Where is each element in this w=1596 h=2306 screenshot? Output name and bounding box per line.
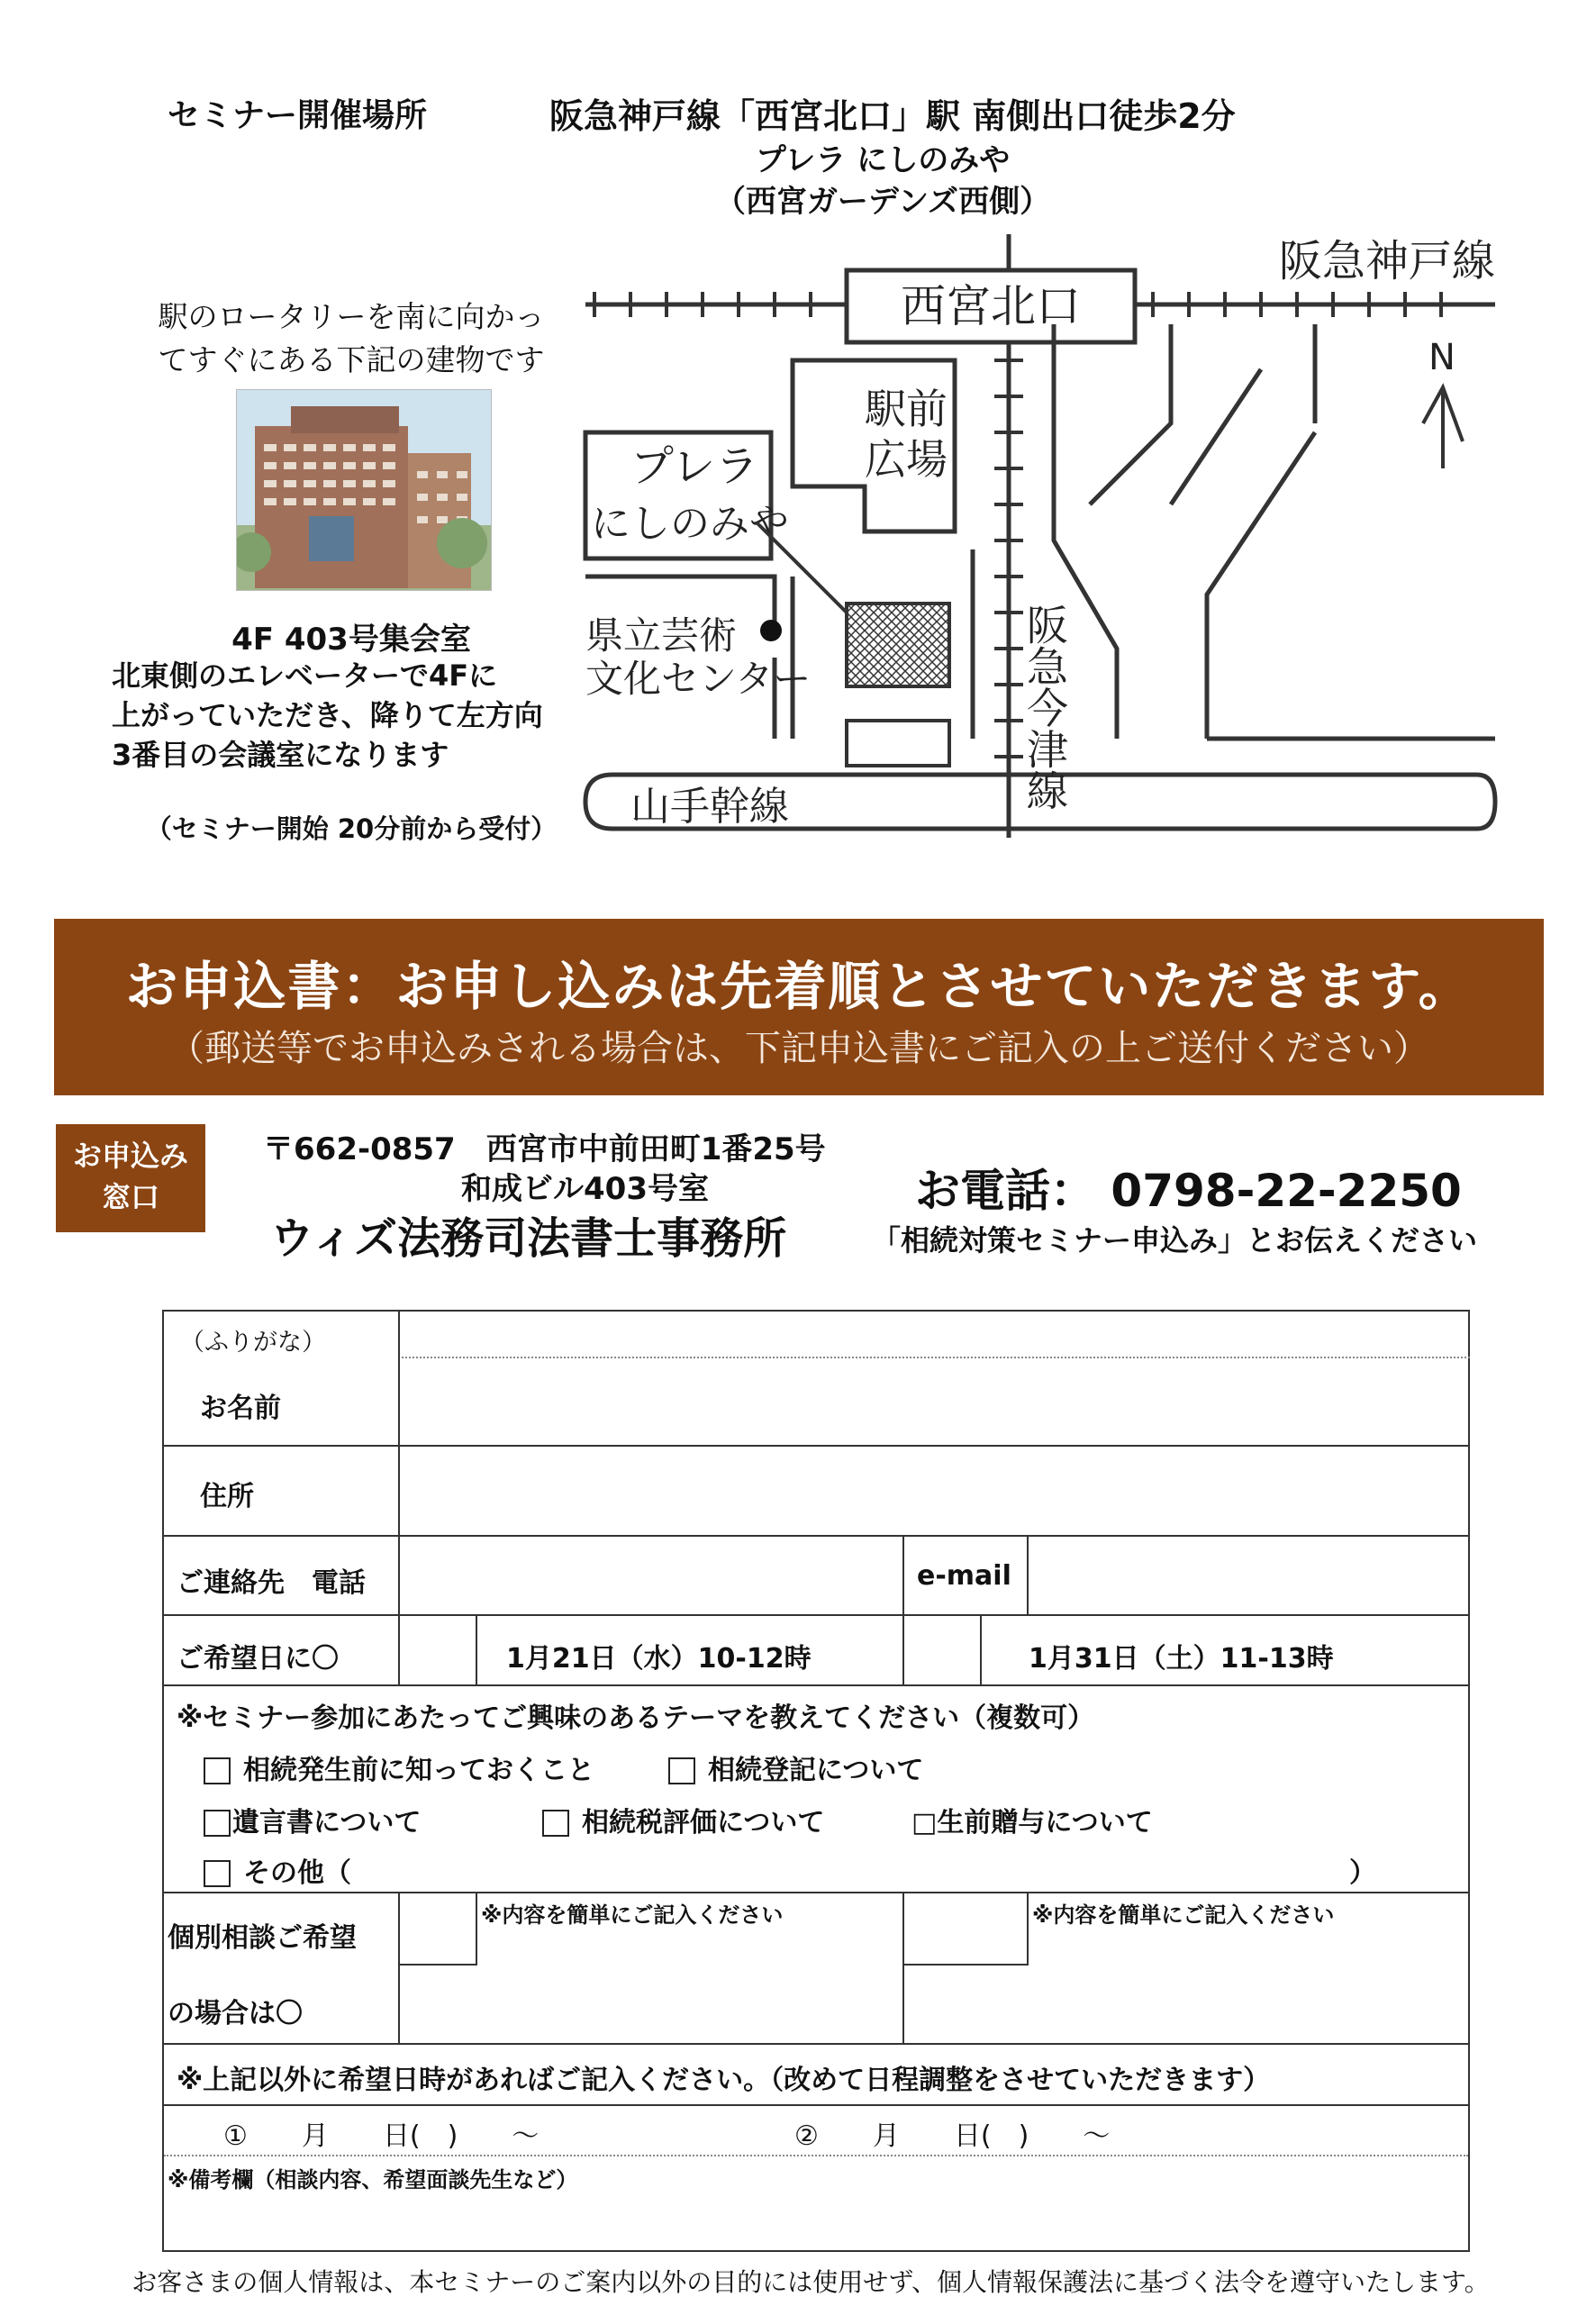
building-photo (236, 389, 492, 591)
map-plaza-label-1: 駅前 (865, 385, 948, 433)
phone-label: ご連絡先 電話 (177, 1567, 366, 1599)
furigana-label: （ふりがな） (180, 1329, 326, 1357)
north-arrow-icon (1423, 387, 1463, 468)
date1-mark-field[interactable] (400, 1616, 474, 1683)
venue-label: セミナー開催場所 (168, 97, 428, 134)
room-name: 4F 403号集会室 (231, 622, 471, 658)
theme-option-registration[interactable]: 相続登記について (668, 1748, 923, 1787)
application-window-badge: お申込み 窓口 (56, 1124, 205, 1232)
phone-note: 「相続対策セミナー申込み」とお伝えください (872, 1223, 1478, 1257)
other-date-slot-1[interactable]: ① 月 日( ) ～ (223, 2120, 540, 2152)
application-banner (54, 919, 1544, 1095)
office-address: 〒662-0857 西宮市中前田町1番25号 (263, 1131, 826, 1167)
furigana-field[interactable] (400, 1315, 1468, 1355)
map-prella-label-2: にしのみや (591, 501, 789, 547)
consult-label-1: 個別相談ご希望 (168, 1922, 357, 1954)
checkbox-icon[interactable] (542, 1810, 569, 1837)
banner-title: お申込書：お申し込みは先着順とさせていただきます。 (125, 956, 1473, 1017)
map-yamate-label: 山手幹線 (630, 784, 789, 830)
remarks-field[interactable] (168, 2193, 1465, 2248)
checkbox-icon[interactable] (204, 1810, 231, 1837)
consult2-detail-field[interactable] (904, 1966, 1468, 2041)
map-arts-label-1: 県立芸術 (585, 613, 738, 658)
other-dates-note: ※上記以外に希望日時があればご記入ください。（改めて日程調整をさせていただきます） (177, 2065, 1271, 2096)
consult1-detail-field[interactable] (400, 1966, 901, 2041)
theme-option-tax-valuation[interactable]: 相続税評価について (542, 1800, 824, 1839)
office-building: 和成ビル403号室 (461, 1171, 709, 1207)
map-prella-label-1: プレラ (630, 441, 759, 492)
checkbox-icon[interactable] (668, 1757, 695, 1784)
consult-hint-2: ※内容を簡単にご記入ください (1032, 1902, 1335, 1928)
name-label: お名前 (200, 1393, 281, 1424)
consult-hint-1: ※内容を簡単にご記入ください (481, 1902, 784, 1928)
map-kobe-line-label: 阪急神戸線 (1279, 236, 1496, 286)
other-date-slot-2[interactable]: ② 月 日( ) ～ (794, 2120, 1111, 2152)
map-north-label: N (1428, 337, 1455, 378)
phone-field[interactable] (400, 1537, 901, 1612)
map-plaza-label-2: 広場 (865, 435, 948, 484)
venue-building: プレラ にしのみや (755, 142, 1011, 178)
email-label: e-mail (917, 1560, 1011, 1592)
consult-label-2: の場合は〇 (168, 1998, 303, 2029)
date1-label: 1月21日（水）10-12時 (506, 1643, 812, 1675)
venue-location-note: （西宮ガーデンズ西側） (714, 184, 1051, 220)
privacy-notice: お客さまの個人情報は、本セミナーのご案内以外の目的には使用せず、個人情報保護法に基づく法令を遵守いたします。 (131, 2267, 1490, 2297)
checkbox-icon[interactable] (204, 1757, 231, 1784)
address-field[interactable] (400, 1447, 1468, 1533)
theme-other-close: ） (1349, 1857, 1376, 1889)
date2-mark-field[interactable] (904, 1616, 978, 1683)
remarks-label: ※備考欄（相談内容、希望面談先生など） (168, 2167, 578, 2193)
reception-note: （セミナー開始 20分前から受付） (145, 813, 558, 844)
access-map (576, 234, 1513, 856)
date2-label: 1月31日（土）11-13時 (1029, 1643, 1334, 1675)
office-name: ウィズ法務司法書士事務所 (270, 1213, 787, 1264)
name-field[interactable] (400, 1360, 1468, 1443)
address-label: 住所 (200, 1481, 254, 1512)
theme-option-before-inheritance[interactable]: 相続発生前に知っておくこと (204, 1748, 594, 1787)
map-imazu-label: 阪急今津線 (1020, 604, 1069, 811)
room-directions: 北東側のエレベーターで4Fに 上がっていただき、降りて左方向 3番目の会議室になります (112, 658, 543, 772)
theme-option-other[interactable]: その他（ (204, 1850, 351, 1890)
theme-option-gift[interactable]: □生前贈与について (911, 1807, 1153, 1838)
email-field[interactable] (1029, 1537, 1468, 1612)
theme-note: ※セミナー参加にあたってご興味のあるテーマを教えてください（複数可） (177, 1702, 1095, 1734)
banner-subtitle: （郵送等でお申込みされる場合は、下記申込書にご記入の上ご送付ください） (168, 1028, 1429, 1069)
phone-number: お電話： 0798-22-2250 (915, 1165, 1462, 1217)
application-form (162, 1310, 1470, 2252)
theme-option-will[interactable]: 遺言書について (204, 1800, 421, 1839)
map-arts-label-2: 文化センター (585, 657, 812, 701)
date-label: ご希望日に〇 (177, 1643, 339, 1675)
checkbox-icon[interactable] (204, 1860, 231, 1887)
map-station-label: 西宮北口 (901, 280, 1081, 332)
venue-access: 阪急神戸線「西宮北口」駅 南側出口徒歩2分 (549, 96, 1236, 136)
directions-text: 駅のロータリーを南に向かっ てすぐにある下記の建物です (158, 299, 545, 377)
